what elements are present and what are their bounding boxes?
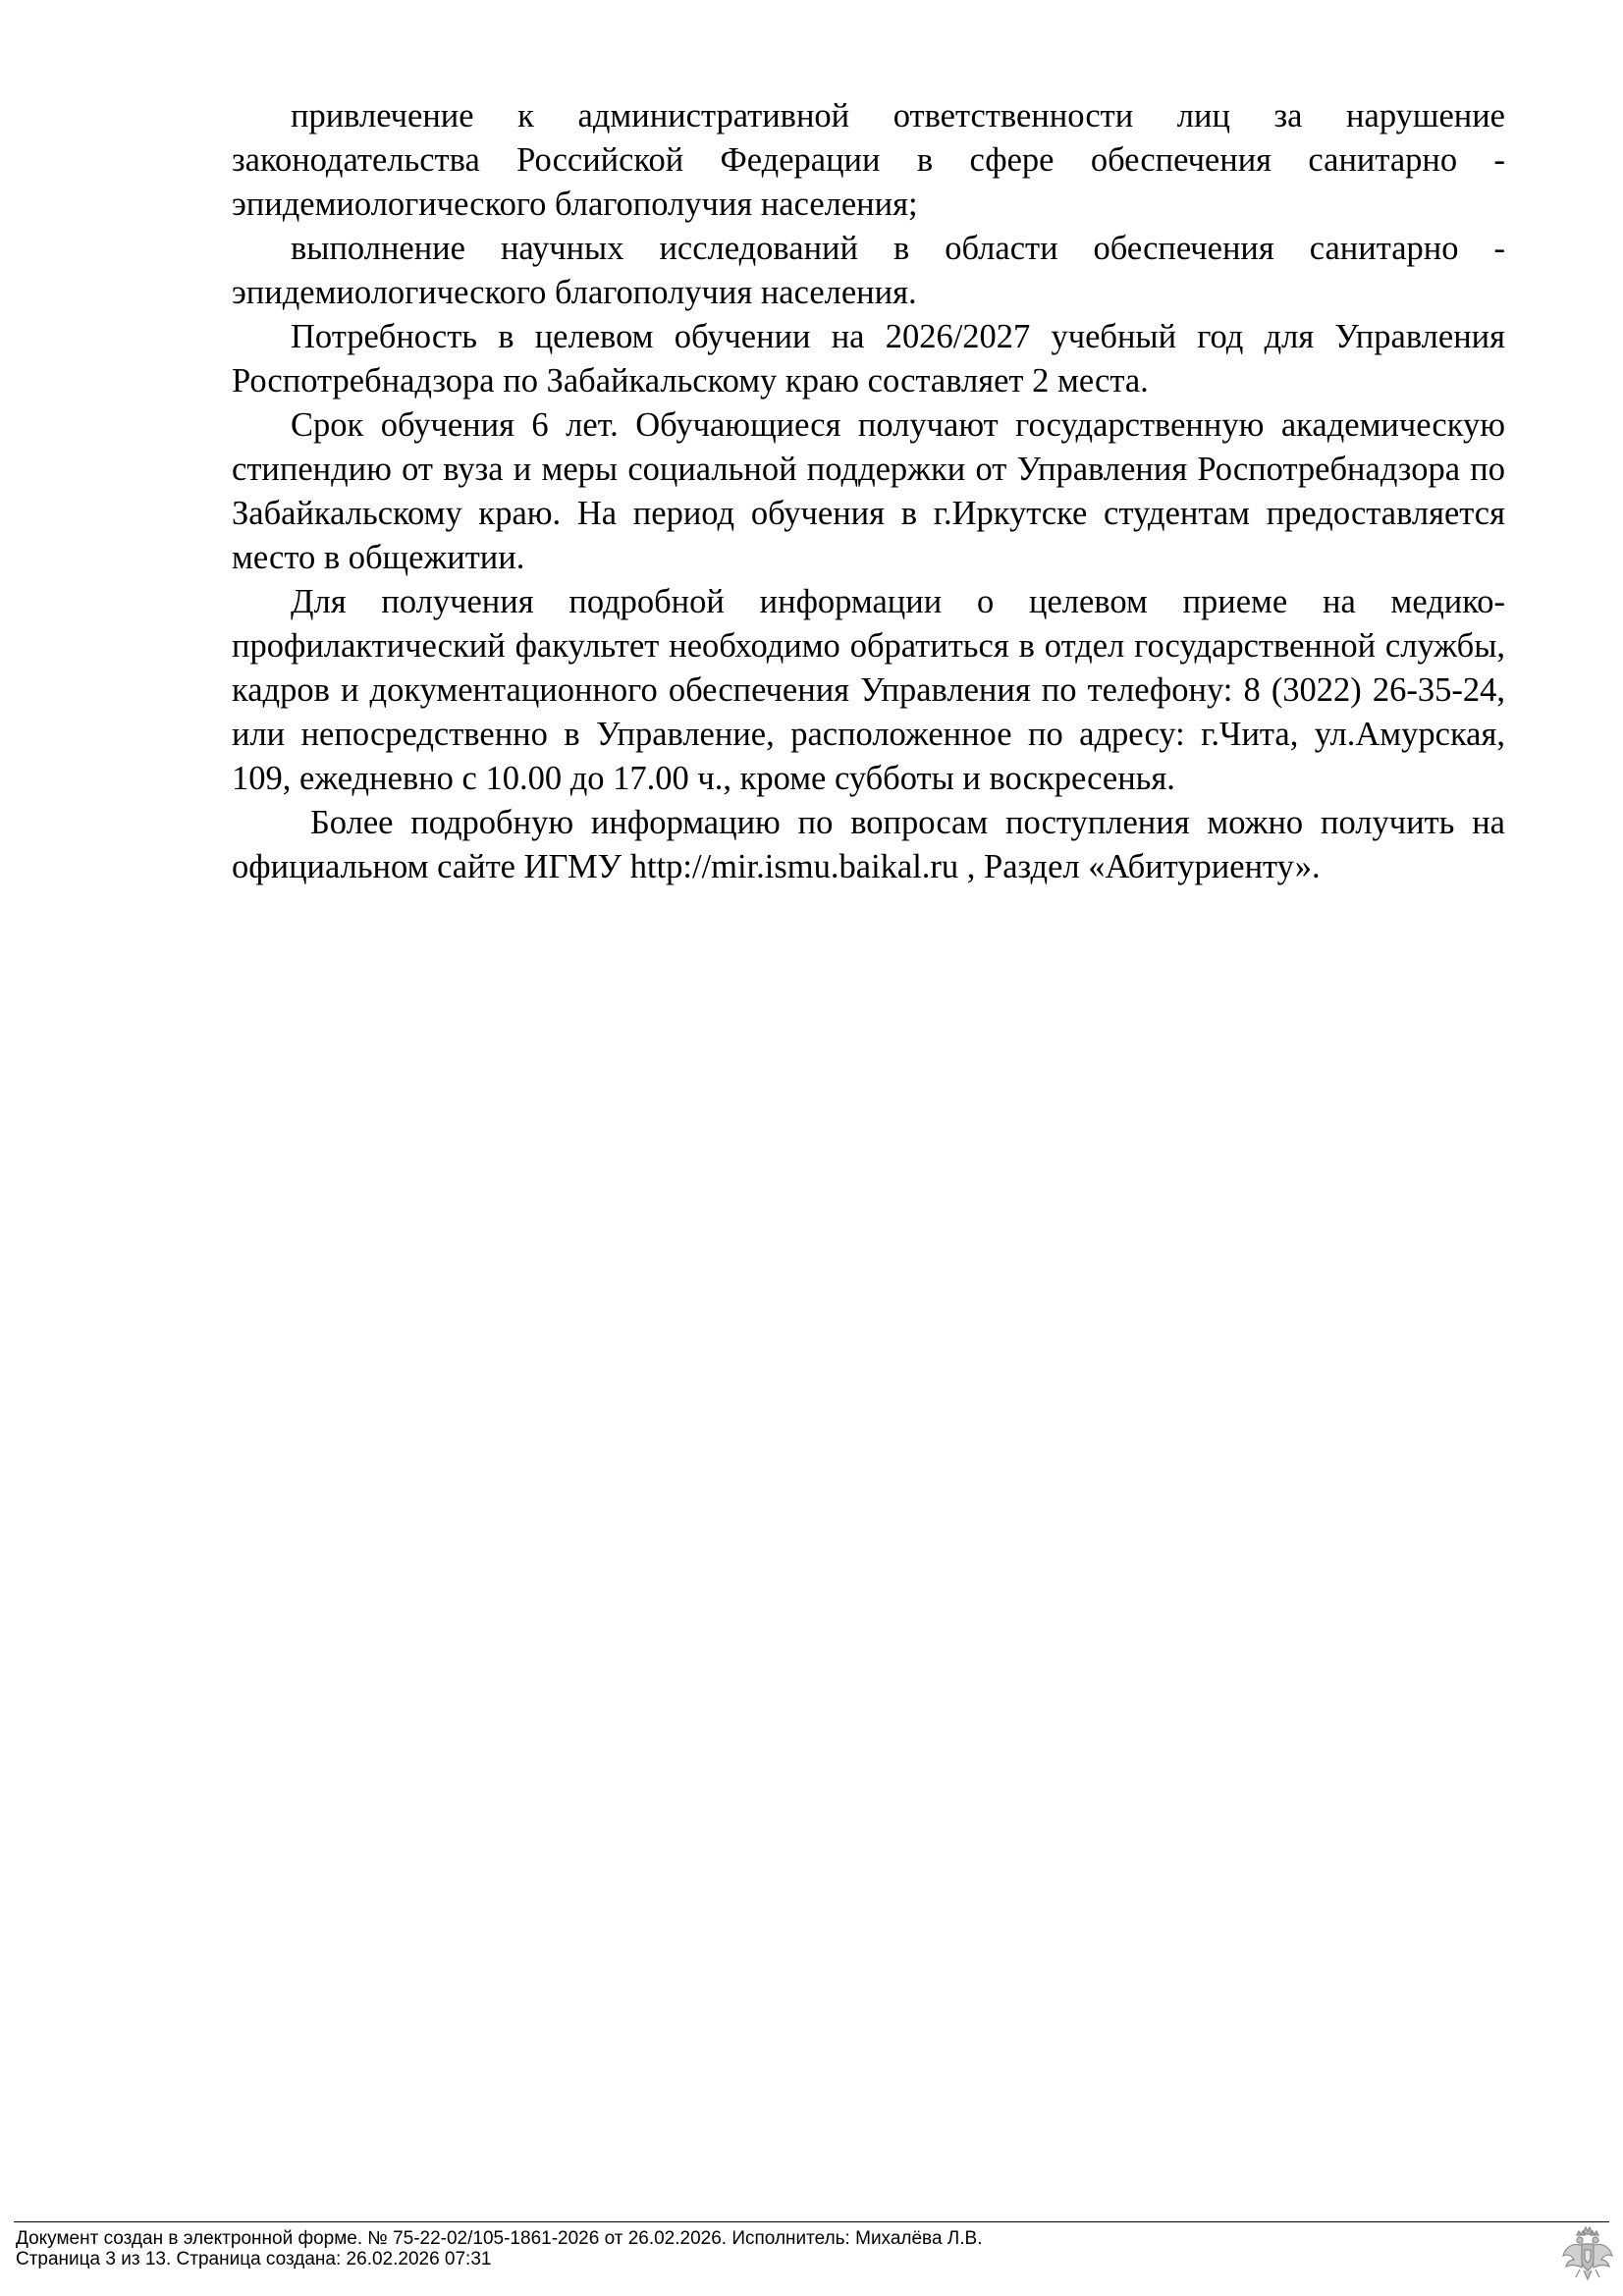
paragraph-contact-information: Для получения подробной информации о целевом приеме на медико-профилактический факультет необходимо обратиться в отдел государственной службы, кадров и документационного обеспечения Управления по телефону: 8 (3022) 26-35-24, или непосредственно в Управление, расположенное по адресу: г.Чита, ул.Амурская, 109, ежедневно с 10.00 до 17.00 ч., кроме субботы и воскресенья.: [232, 583, 1505, 797]
document-footer: [16, 2228, 982, 2269]
paragraph-targeted-training-need: Потребность в целевом обучении на 2026/2027 учебный год для Управления Роспотребнадзора по Забайкальскому краю составляет 2 места.: [232, 318, 1505, 400]
paragraph-website-information: Более подробную информацию по вопросам поступления можно получить на официальном сайте ИГМУ http://mir.ismu.baikal.ru , Раздел «Абитуриенту».: [232, 804, 1505, 885]
document-body: [232, 94, 1505, 889]
paragraph-administrative-liability: привлечение к административной ответственности лиц за нарушение законодательства Российской Федерации в сфере обеспечения санитарно - эпидемиологического благополучия населения;: [232, 97, 1505, 223]
footer-document-info: Документ создан в электронной форме. № 75-22-02/105-1861-2026 от 26.02.2026. Исполнитель: Михалёва Л.В.: [16, 2228, 983, 2249]
paragraph-training-duration: Срок обучения 6 лет. Обучающиеся получают государственную академическую стипендию от вуза и меры социальной поддержки от Управления Роспотребнадзора по Забайкальскому краю. На период обучения в г.Иркутске студентам предоставляется место в общежитии.: [232, 406, 1505, 576]
footer-page-info: Страница 3 из 13. Страница создана: 26.02.2026 07:31: [16, 2249, 492, 2269]
double-headed-eagle-emblem-icon: [1560, 2226, 1615, 2287]
footer-divider: [14, 2221, 1609, 2222]
paragraph-scientific-research: выполнение научных исследований в области обеспечения санитарно - эпидемиологического благополучия населения.: [232, 230, 1505, 311]
